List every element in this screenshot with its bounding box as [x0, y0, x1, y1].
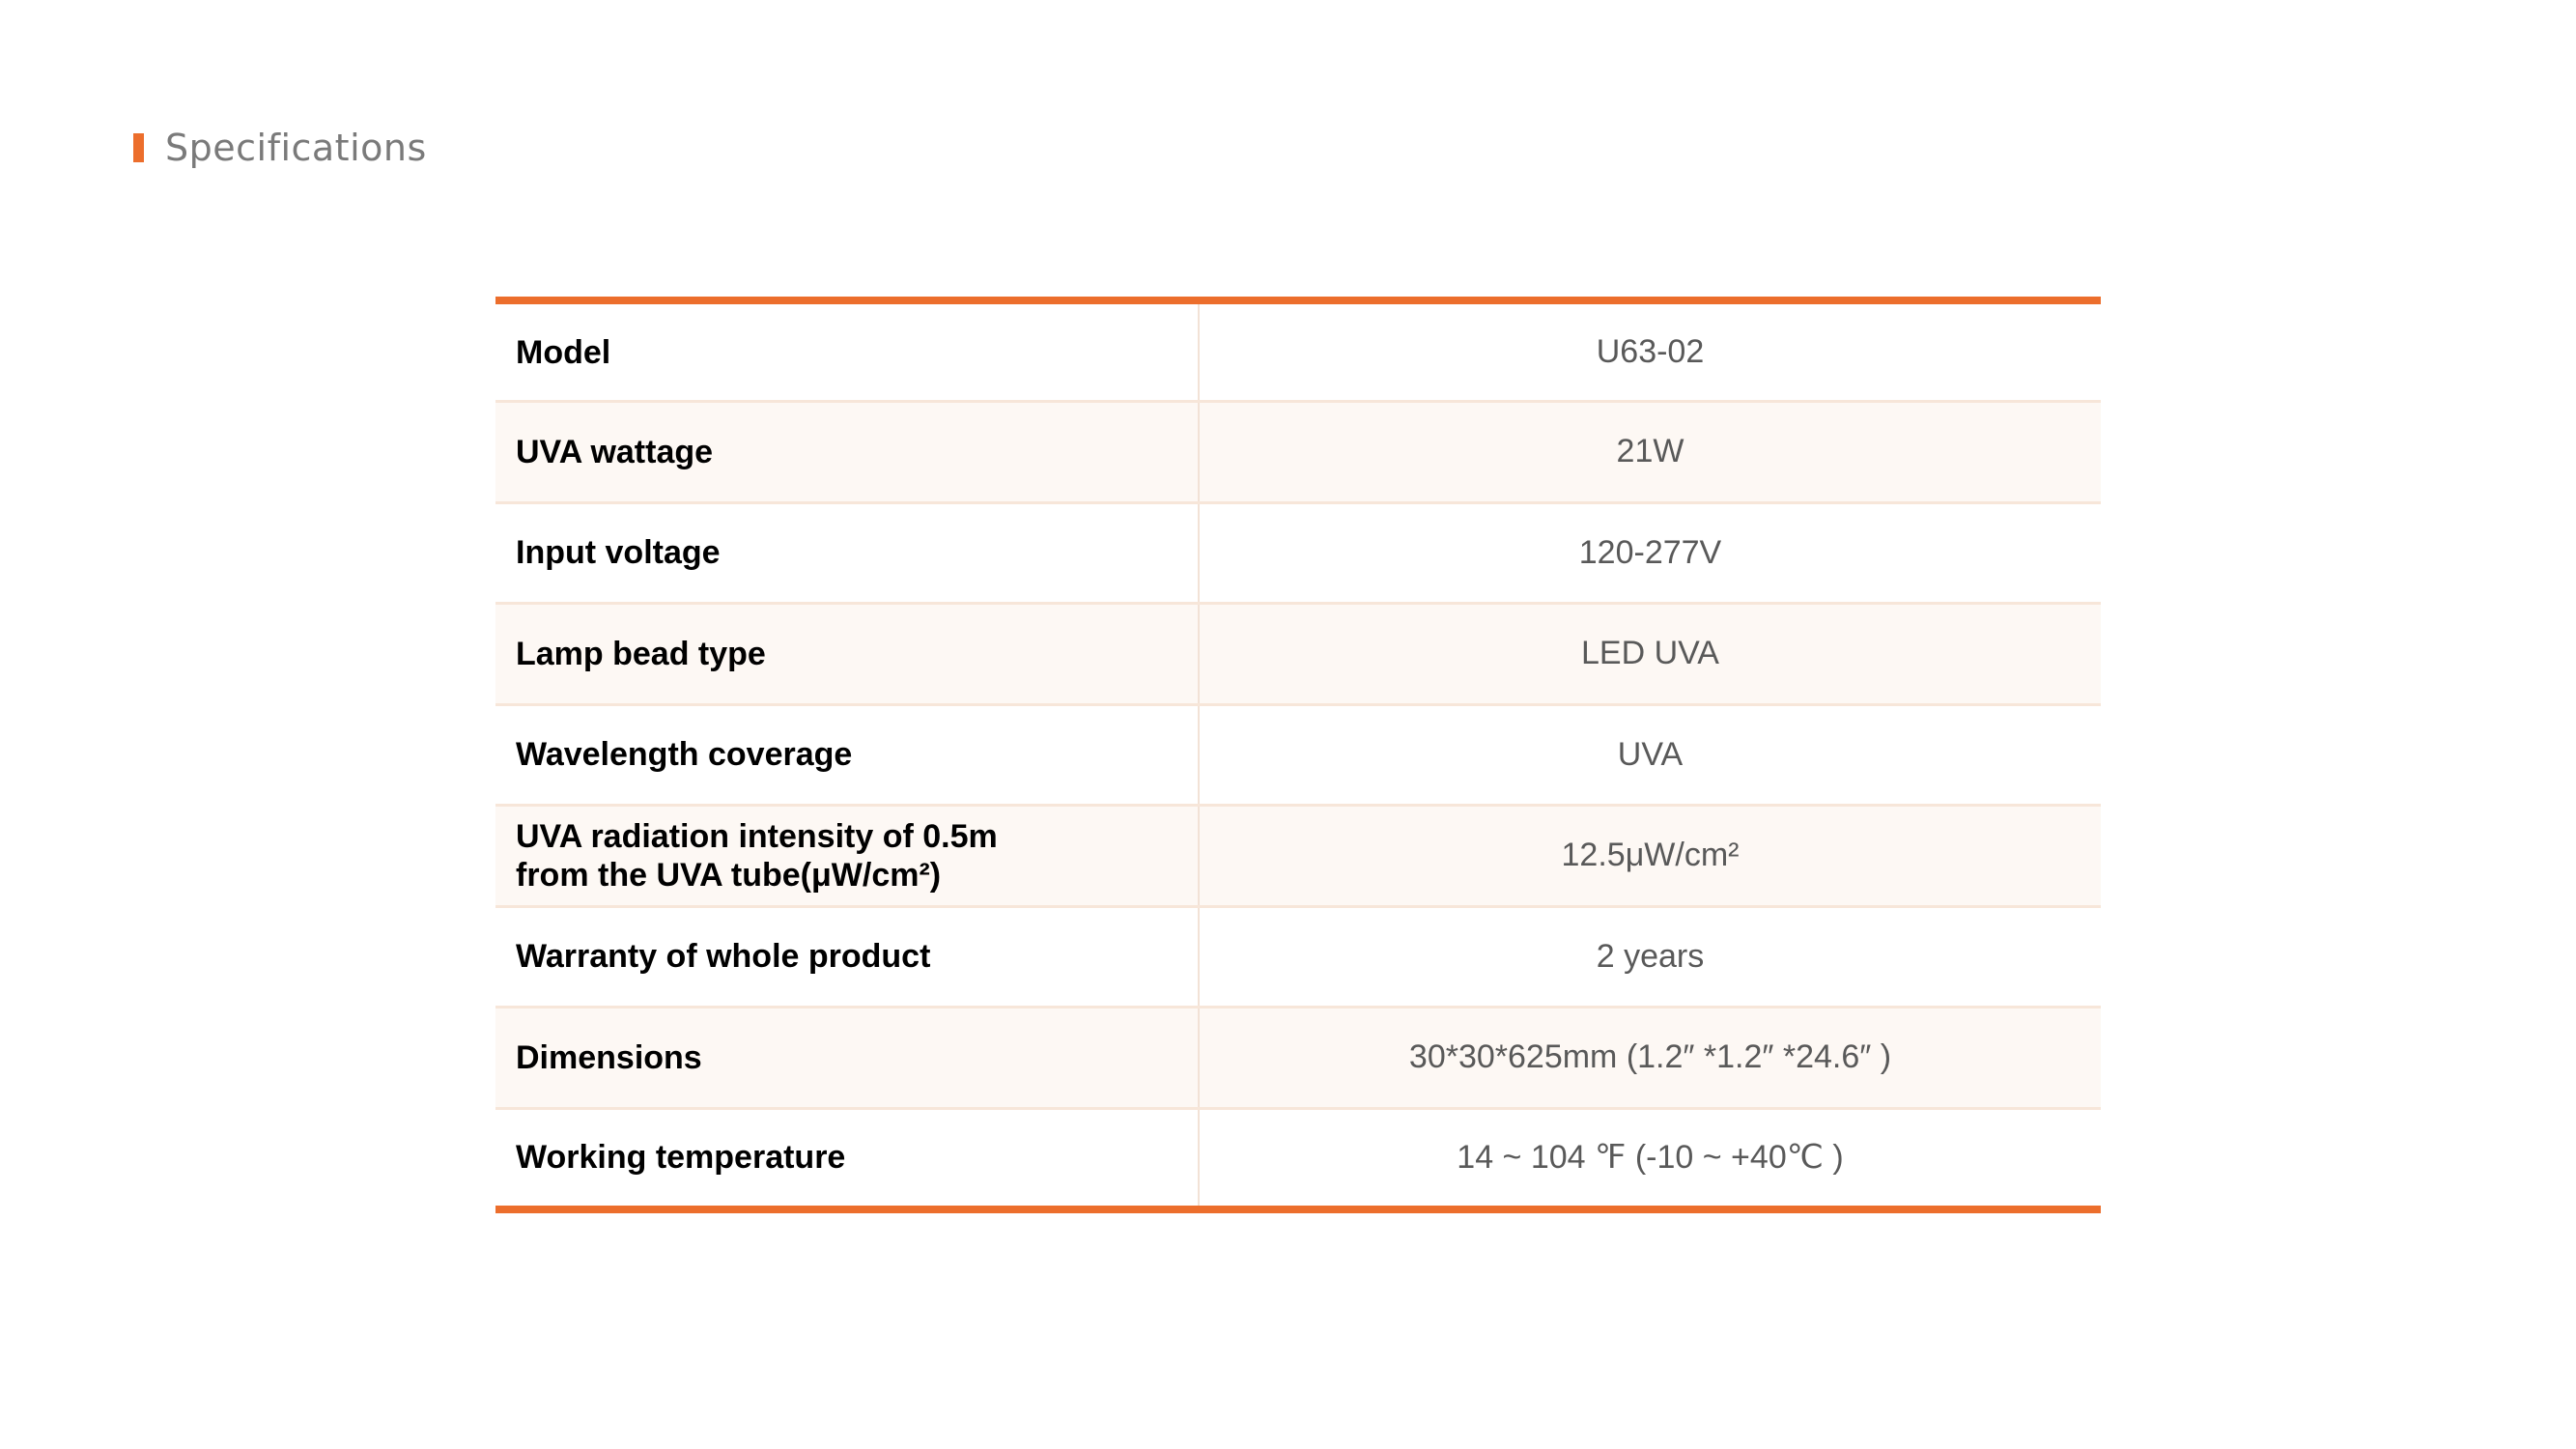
spec-label: Wavelength coverage: [495, 704, 1199, 806]
section-header: [133, 124, 427, 172]
spec-value: 12.5μW/cm²: [1199, 806, 2101, 907]
spec-label: Warranty of whole product: [495, 906, 1199, 1008]
spec-label: Lamp bead type: [495, 604, 1199, 705]
table-row: [495, 300, 2101, 402]
spec-value: 120-277V: [1199, 502, 2101, 604]
spec-label: Model: [495, 300, 1199, 402]
section-marker: [133, 133, 144, 162]
table-row: [495, 402, 2101, 503]
table-row: [495, 1108, 2101, 1209]
spec-label: UVA radiation intensity of 0.5m from the UVA tube(μW/cm²): [495, 806, 1199, 907]
spec-value: U63-02: [1199, 300, 2101, 402]
spec-value: 14 ~ 104 ℉ (-10 ~ +40℃ ): [1457, 1139, 1844, 1176]
spec-value: 30*30*625mm (1.2″ *1.2″ *24.6″ ): [1199, 1008, 2101, 1109]
table-row: [495, 502, 2101, 604]
table-row: [495, 906, 2101, 1008]
spec-label: Dimensions: [495, 1008, 1199, 1109]
table-row: [495, 806, 2101, 907]
spec-value: 2 years: [1199, 906, 2101, 1008]
spec-value: 21W: [1199, 402, 2101, 503]
spec-label: Input voltage: [495, 502, 1199, 604]
spec-value: LED UVA: [1199, 604, 2101, 705]
spec-table: [495, 297, 2101, 1213]
table-row: [495, 1008, 2101, 1109]
spec-label: UVA wattage: [495, 402, 1199, 503]
page-title: Specifications: [165, 127, 427, 169]
spec-label: Working temperature: [495, 1108, 1199, 1209]
table-row: [495, 604, 2101, 705]
table-row: [495, 704, 2101, 806]
spec-value: UVA: [1199, 704, 2101, 806]
